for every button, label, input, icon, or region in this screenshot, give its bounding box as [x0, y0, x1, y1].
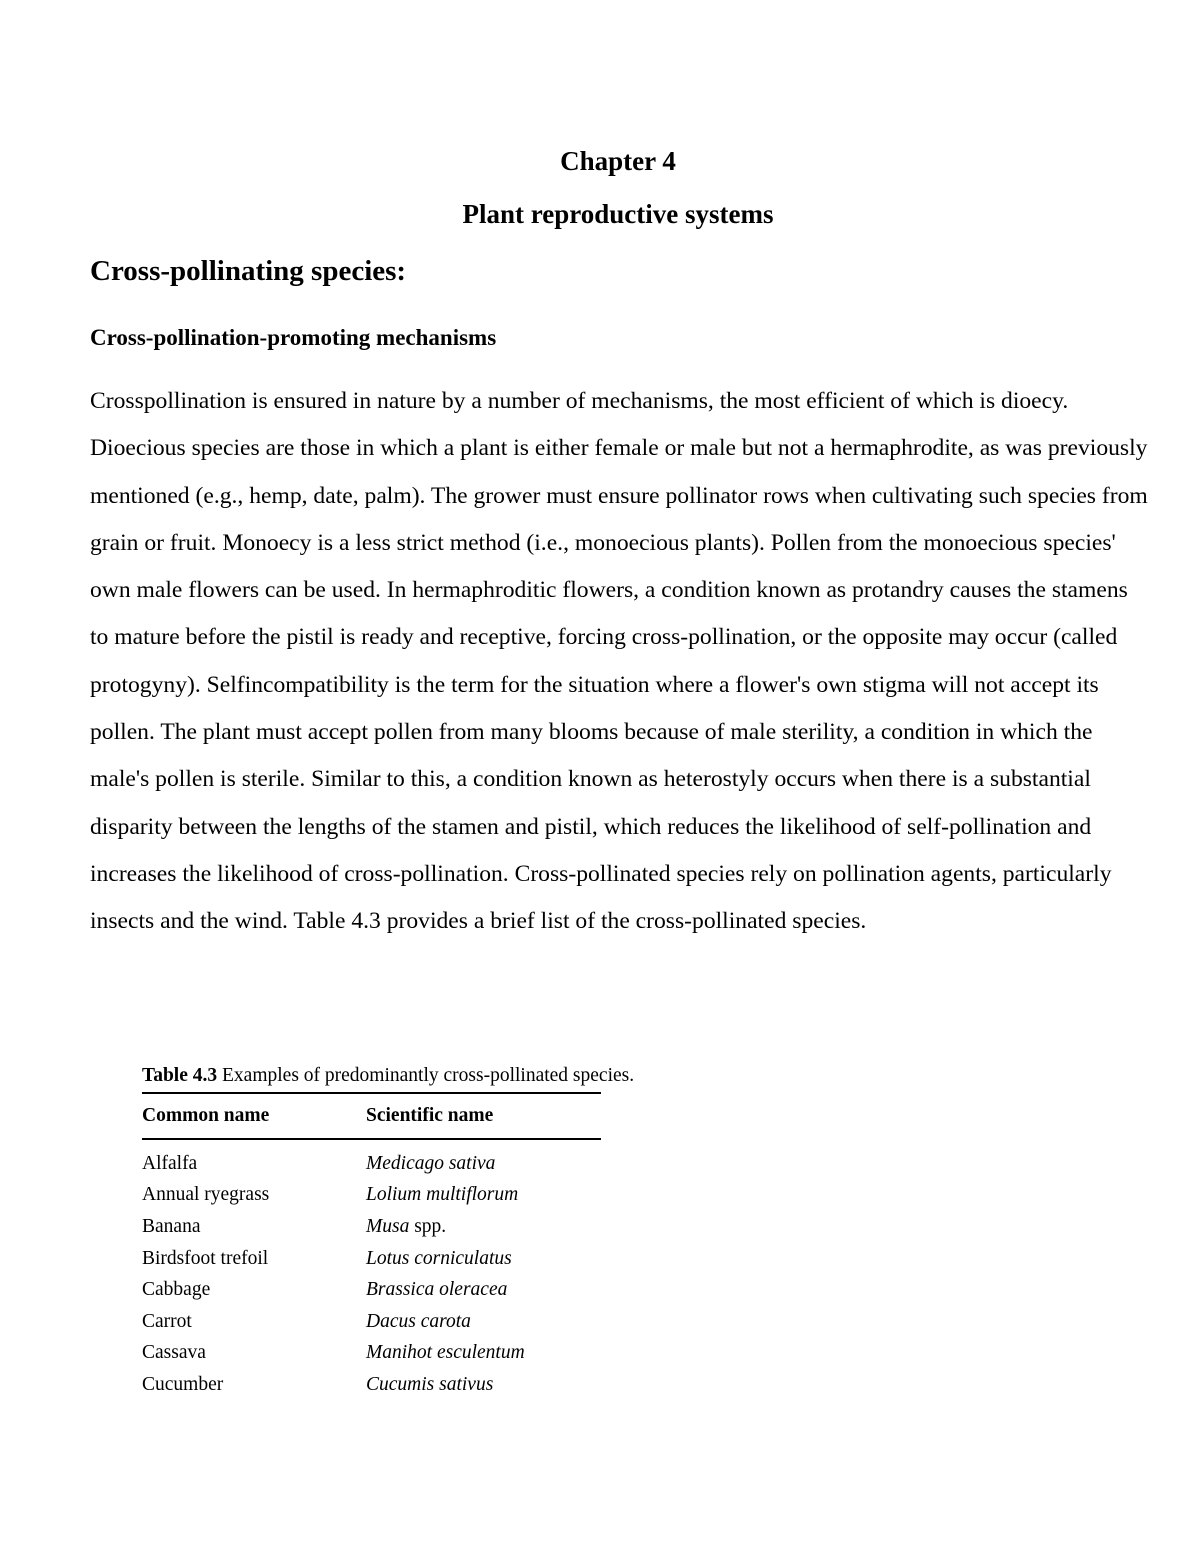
- body-paragraph: Crosspollination is ensured in nature by a number of mechanisms, the most efficient of which is dioecy. Dioecious species are those in which a plant is either female or male but not a hermaphrodite, as was previously mentioned (e.g., hemp, date, palm). The grower must ensure pollinator rows when cultivating such species from grain or fruit. Monoecy is a less strict method (i.e., monoecious plants). Pollen from the monoecious species' own male flowers can be used. In hermaphroditic flowers, a condition known as protandry causes the stamens to mature before the pistil is ready and receptive, forcing cross-pollination, or the opposite may occur (called protogyny). Selfincompatibility is the term for the situation where a flower's own stigma will not accept its pollen. The plant must accept pollen from many blooms because of male sterility, a condition in which the male's pollen is sterile. Similar to this, a condition known as heterostyly occurs when there is a substantial disparity between the lengths of the stamen and pistil, which reduces the likelihood of self-pollination and increases the likelihood of cross-pollination. Cross-pollinated species rely on pollination agents, particularly insects and the wind. Table 4.3 provides a brief list of the cross-pollinated species.: [90, 388, 1148, 935]
- scientific-name-cell: Lolium multiflorum: [366, 1184, 519, 1206]
- common-name-cell: Cabbage: [142, 1279, 211, 1301]
- species-table: [142, 1062, 742, 1401]
- common-name-cell: Cassava: [142, 1342, 206, 1364]
- table-row: [142, 1369, 742, 1401]
- chapter-title: Chapter 4: [560, 146, 676, 176]
- table-header-row: [142, 1094, 742, 1138]
- table-row: [142, 1274, 742, 1306]
- table-header-rule: [142, 1138, 601, 1140]
- common-name-cell: Cucumber: [142, 1373, 224, 1395]
- table-row: [142, 1338, 742, 1370]
- table-caption-text: Examples of predominantly cross-pollinated species.: [222, 1065, 635, 1086]
- scientific-name-cell: Medicago sativa: [366, 1152, 496, 1174]
- scientific-name-cell: Cucumis sativus: [366, 1373, 494, 1395]
- scientific-name-cell: Manihot esculentum: [366, 1342, 525, 1364]
- table-row: [142, 1211, 742, 1243]
- table-caption: [142, 1062, 742, 1090]
- common-name-cell: Carrot: [142, 1310, 192, 1332]
- table-row: [142, 1306, 742, 1338]
- scientific-name-suffix: spp.: [414, 1215, 447, 1237]
- scientific-name-cell: Dacus carota: [366, 1310, 471, 1332]
- header-scientific-name: Scientific name: [366, 1105, 494, 1126]
- common-name-cell: Alfalfa: [142, 1152, 198, 1174]
- header-common-name: Common name: [142, 1105, 270, 1126]
- table-row: [142, 1148, 742, 1180]
- common-name-cell: Birdsfoot trefoil: [142, 1247, 269, 1269]
- table-row: [142, 1243, 742, 1275]
- table-body: [142, 1148, 742, 1401]
- table-row: [142, 1180, 742, 1212]
- section-heading: Cross-pollinating species:: [90, 255, 407, 287]
- subsection-heading: Cross-pollination-promoting mechanisms: [90, 325, 497, 350]
- common-name-cell: Annual ryegrass: [142, 1184, 270, 1206]
- scientific-name-cell: Musa spp.: [366, 1215, 447, 1237]
- chapter-subtitle: Plant reproductive systems: [462, 199, 774, 229]
- scientific-name-cell: Lotus corniculatus: [366, 1247, 512, 1269]
- common-name-cell: Banana: [142, 1215, 201, 1237]
- scientific-name-cell: Brassica oleracea: [366, 1279, 508, 1301]
- table-caption-label: Table 4.3: [142, 1065, 218, 1086]
